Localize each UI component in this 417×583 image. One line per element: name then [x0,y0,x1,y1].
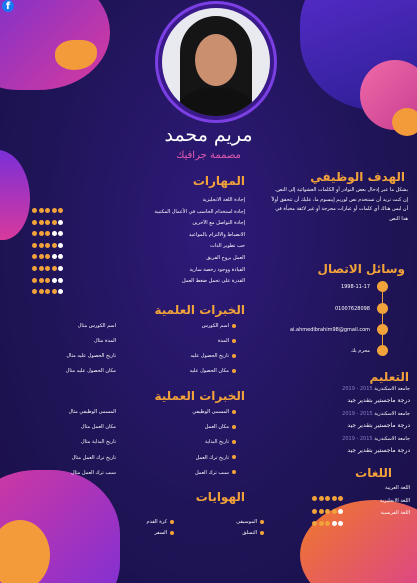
practical-row-label-text: مكان العمل [204,424,229,431]
practical-row-label-text: تاريخ البداية [204,439,229,446]
scientific-row-label [160,338,236,344]
education-uni-row [290,411,410,417]
skill-label: الانضباط والالتزام بالمواعيد [188,231,245,238]
hobby-label: السفر [154,530,167,536]
scientific-row-label-text: اسم الكورس [201,323,229,329]
skill-rating [32,279,65,298]
profile-photo-frame [155,1,277,123]
education-uni-row [290,386,410,392]
hobby-label: الموسيقى [236,519,257,525]
practical-row-value: سبب ترك العمل مثال [71,469,116,476]
contact-email[interactable]: ai.ahmedibrahim98@gmail.com [289,327,370,333]
contact-birth: 1998-11-17 [340,284,370,290]
practical-row-label [160,455,236,461]
hobby-item [110,519,174,525]
scientific-row-label [160,323,236,329]
objective-heading: الهدف الوظيفي [310,170,405,184]
rating-dot [319,521,324,526]
calendar-icon [377,281,388,292]
scientific-row-label [160,353,236,359]
practical-row-value: تاريخ ترك العمل مثال [71,454,116,461]
rating-dot [39,289,44,294]
rating-dot [52,289,57,294]
skill-label: إجادة استخدام الحاسب في الأعمال المكتبية [154,208,245,215]
scientific-row-value: اسم الكورس مثال [77,323,116,329]
mail-icon [377,324,388,335]
hobby-label: كرة القدم [146,519,167,525]
location-icon [377,345,388,356]
rating-dot [332,521,337,526]
skill-label: القدرة على تحمل ضغط العمل [182,278,245,285]
scientific-row-label-text: مكان الحصول عليه [189,368,229,374]
language-label: اللغة الانجليزية [379,497,410,504]
education-grade: درجة ماجستير بتقدير جيد [347,397,410,404]
profile-photo [162,8,270,116]
rating-dot [338,521,343,526]
rating-dot [312,521,317,526]
skill-label: القيادة ووجود رخصة سارية [189,266,245,273]
scientific-row-value: تاريخ الحصول عليه مثال [66,353,116,359]
education-heading: التعليم [369,370,409,384]
skills-heading: المهارات [192,174,245,188]
scientific-row-value: المدة مثال [94,338,116,344]
practical-row-value: تاريخ البداية مثال [81,439,116,446]
hobby-item [200,519,264,525]
hobby-item [110,530,174,536]
education-years: 2015 - 2019 [342,386,375,392]
language-label: اللغة العربية [385,485,410,491]
blob-left-mid [0,150,30,240]
scientific-row-value: مكان الحصول عليه مثال [65,368,116,374]
scientific-row-label [160,368,236,374]
practical-row-label [160,424,236,430]
person-name: مريم محمد [164,124,253,146]
hobby-item [200,530,264,536]
education-uni-row [290,436,410,442]
practical-row-label [160,409,236,415]
practical-row-value: مكان العمل مثال [80,424,116,431]
objective-text: بشكل ما عبر إدخال بعض النوادر أو الكلمات العشوائية إلى النص. إن كنت تريد أن تستخدم نص لوريم إيبسوم ما، عليك أن تتحقق أولاً أن ليس هناك أي كلمات أو عبارات محرجة أو غير لائقة مخبأة في هذا النص [271,187,408,222]
skill-label: إجادة التواصل مع الآخرين [192,220,245,227]
skill-label: حب تطوير الذات [209,243,245,250]
phone-icon [377,303,388,314]
education-grade: درجة ماجستير بتقدير جيد [347,447,410,454]
practical-row-label [160,470,236,476]
contact-heading: وسائل الاتصال [317,262,405,276]
contact-address: محرم بك [351,348,370,354]
hobbies-heading: الهوايات [195,490,245,504]
education-uni: جامعة الاسكندرية [374,436,410,442]
practical-row-label-text: سبب ترك العمل [194,469,229,476]
languages-heading: اللغات [355,466,392,480]
education-years: 2015 - 2019 [342,411,375,417]
language-label: اللغة الفرنسية [380,510,410,516]
practical-row-label-text: تاريخ ترك العمل [195,454,229,461]
rating-dot [45,289,50,294]
skill-label: إجادة اللغة الانجليزية [202,197,245,203]
education-years: 2015 - 2019 [342,436,375,442]
contact-timeline [382,287,383,347]
language-rating [312,511,345,530]
scientific-heading: الخبرات العلمية [154,303,245,317]
education-uni: جامعة الاسكندرية [374,386,410,392]
scientific-row-label-text: تاريخ الحصول عليه [190,353,229,359]
practical-heading: الخبرات العملية [154,389,245,403]
rating-dot [325,521,330,526]
hobby-label: التسلق [242,530,257,536]
education-grade: درجة ماجستير بتقدير جيد [347,422,410,429]
contact-phone: 01007628098 [335,306,370,312]
rating-dot [58,289,63,294]
skill-label: العمل بروح الفريق [206,255,245,261]
rating-dot [32,289,37,294]
person-role: مصممة جرافيك [176,150,241,161]
practical-row-label [160,439,236,445]
education-uni: جامعة الاسكندرية [374,411,410,417]
facebook-icon[interactable]: f [2,0,14,12]
practical-row-label-text: المسمى الوظيفي [192,409,229,415]
scientific-row-label-text: المدة [217,338,229,344]
practical-row-value: المسمى الوظيفي مثال [68,409,116,415]
